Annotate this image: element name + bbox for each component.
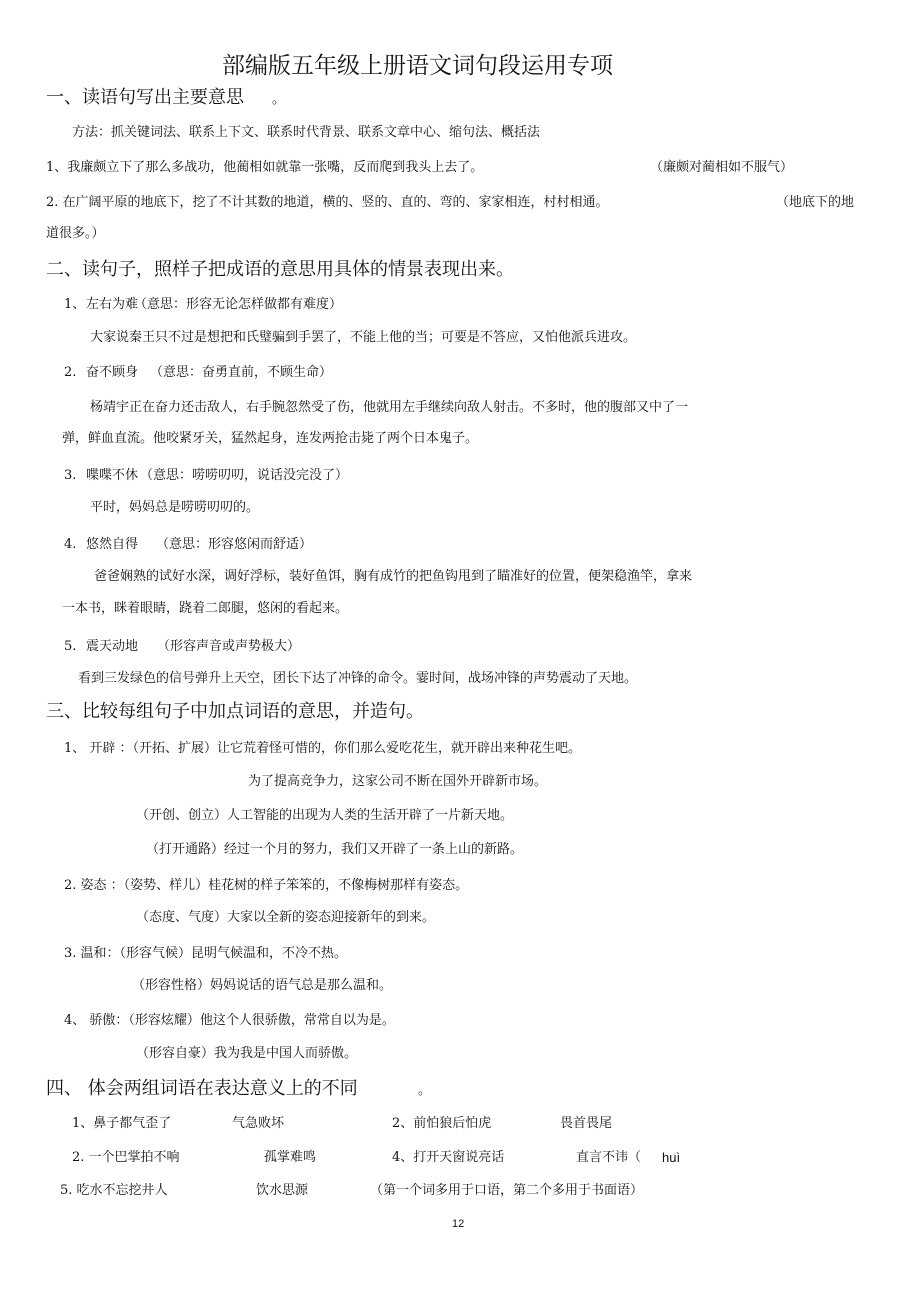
- section-1-heading: 一、读语句写出主要意思: [46, 87, 244, 108]
- s1-item-2-answer: （地底下的地: [776, 195, 855, 210]
- s2-item-1-num: 1、: [64, 297, 86, 312]
- s1-item-1: 1、我廉颇立下了那么多战功，他蔺相如就靠一张嘴，反而爬到我头上去了。: [46, 160, 484, 175]
- s2-item-4-line: 爸爸娴熟的试好水深，调好浮标，装好鱼饵，胸有成竹的把鱼钩甩到了瞄准好的位置，便架稳渔竿，拿来: [94, 569, 693, 584]
- s2-item-1-idiom: 左右为难: [86, 297, 139, 312]
- s2-item-5-line: 看到三发绿色的信号弹升上天空，团长下达了冲锋的命令。霎时间，战场冲锋的声势震动了天地。: [78, 671, 638, 686]
- s4-cell: 2. 一个巴掌拍不响: [72, 1150, 180, 1165]
- section-3-heading: 三、比较每组句子中加点词语的意思，并造句。: [46, 701, 424, 722]
- s3-line: （形容性格）妈妈说话的语气总是那么温和。: [132, 978, 393, 993]
- s3-line: 4、 骄傲：（形容炫耀）他这个人很骄傲，常常自以为是。: [64, 1013, 395, 1028]
- s3-line: （态度、气度）大家以全新的姿态迎接新年的到来。: [136, 910, 436, 925]
- s2-item-4-idiom: 悠然自得: [86, 537, 139, 552]
- s2-item-1-meaning: （意思：形容无论怎样做都有难度）: [134, 297, 343, 312]
- s2-item-3-meaning: （意思：唠唠叨叨，说话没完没了）: [140, 468, 349, 483]
- s1-item-2: 2. 在广阔平原的地底下，挖了不计其数的地道，横的、竖的、直的、弯的、家家相连，村村相通。: [46, 195, 609, 210]
- s3-line: （开创、创立）人工智能的出现为人类的生活开辟了一片新天地。: [136, 808, 514, 823]
- section-4-heading: 四、 体会两组词语在表达意义上的不同: [46, 1078, 358, 1099]
- page-title: 部编版五年级上册语文词句段运用专项: [222, 53, 613, 79]
- s4-cell: 孤掌难鸣: [264, 1150, 317, 1165]
- s4-note: （第一个词多用于口语，第二个多用于书面语）: [370, 1183, 644, 1198]
- s2-item-2-line: 杨靖宇正在奋力还击敌人，右手腕忽然受了伤，他就用左手继续向敌人射击。不多时，他的腹部又中了一: [90, 400, 689, 415]
- s4-cell: 饮水思源: [256, 1183, 309, 1198]
- s4-cell: 5. 吃水不忘挖井人: [60, 1183, 168, 1198]
- section-2-heading: 二、读句子，照样子把成语的意思用具体的情景表现出来。: [46, 259, 514, 280]
- s2-item-3-num: 3.: [64, 468, 77, 483]
- s4-cell: 2、前怕狼后怕虎: [392, 1116, 492, 1131]
- s2-item-3-line: 平时，妈妈总是唠唠叨叨的。: [90, 500, 260, 515]
- s4-cell: 气急败坏: [232, 1116, 285, 1131]
- s2-item-4-num: 4.: [64, 537, 77, 552]
- s3-line: （打开通路）经过一个月的努力，我们又开辟了一条上山的新路。: [146, 842, 524, 857]
- s2-item-5-meaning: （形容声音或声势极大）: [157, 639, 301, 654]
- s4-cell: 1、鼻子都气歪了: [72, 1116, 172, 1131]
- s2-item-2-num: 2.: [64, 365, 77, 380]
- page-number: 12: [452, 1218, 465, 1230]
- method-text: 方法：抓关键词法、联系上下文、联系时代背景、联系文章中心、缩句法、概括法: [72, 125, 541, 140]
- s2-item-2-line: 弹，鲜血直流。他咬紧牙关，猛然起身，连发两抢击毙了两个日本鬼子。: [62, 431, 479, 446]
- s2-item-1-line: 大家说秦王只不过是想把和氏璧骗到手罢了，不能上他的当；可要是不答应，又怕他派兵进攻。: [90, 330, 637, 345]
- section-1-heading-dot: 。: [272, 92, 286, 107]
- s2-item-4-meaning: （意思：形容悠闲而舒适）: [156, 537, 313, 552]
- s4-cell: 畏首畏尾: [560, 1116, 613, 1131]
- s4-cell: 4、打开天窗说亮话: [392, 1150, 505, 1165]
- s2-item-4-line: 一本书，眯着眼睛，跷着二郎腿，悠闲的看起来。: [62, 601, 349, 616]
- s4-pinyin: huì: [662, 1150, 681, 1165]
- s2-item-2-meaning: （意思：奋勇直前，不顾生命）: [150, 365, 333, 380]
- s3-line: 1、 开辟 ：（开拓、扩展）让它荒着怪可惜的，你们那么爱吃花生，就开辟出来种花生吧。: [64, 741, 582, 756]
- s3-line: 2. 姿态 ：（姿势、样儿）桂花树的样子笨笨的，不像梅树那样有姿态。: [64, 878, 469, 893]
- s3-line: 为了提高竞争力，这家公司不断在国外开辟新市场。: [248, 774, 548, 789]
- s2-item-5-idiom: 震天动地: [86, 639, 139, 654]
- s2-item-3-idiom: 喋喋不休: [86, 468, 139, 483]
- s1-item-1-answer: （廉颇对蔺相如不服气）: [650, 160, 794, 175]
- s1-item-2-answer-cont: 道很多。）: [46, 226, 105, 241]
- s4-cell: 直言不讳（: [576, 1150, 642, 1165]
- s2-item-5-num: 5.: [64, 639, 77, 654]
- section-4-heading-dot: 。: [418, 1083, 432, 1098]
- s3-line: 3. 温和：（形容气候）昆明气候温和，不冷不热。: [64, 946, 348, 961]
- s2-item-2-idiom: 奋不顾身: [86, 365, 139, 380]
- s3-line: （形容自豪）我为我是中国人而骄傲。: [136, 1046, 358, 1061]
